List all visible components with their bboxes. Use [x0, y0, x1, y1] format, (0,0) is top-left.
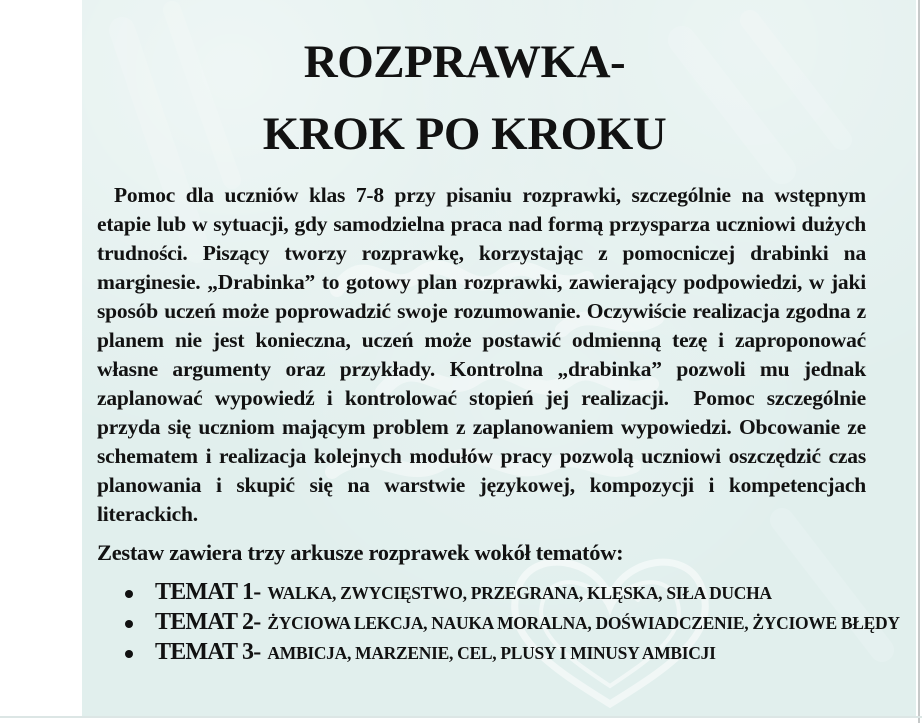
bullet-dot: [125, 590, 133, 598]
document-content: [97, 26, 900, 669]
topic-description: ŻYCIOWA LEKCJA, NAUKA MORALNA, DOŚWIADCZENIE, ŻYCIOWE BŁĘDY: [267, 613, 900, 633]
page-bottom-edge-line: [0, 716, 922, 718]
bullet-dot: [125, 620, 133, 628]
intro-paragraph: Pomoc dla uczniów klas 7-8 przy pisaniu rozprawki, szczególnie na wstępnym etapie lub w sytuacji, gdy samodzielna praca nad formą przysparza uczniowi dużych trudności. Piszący tworzy rozprawkę, korzystając z pomocniczej drabinki na marginesie. „Drabinka” to gotowy plan rozprawki, zawierający podpowiedzi, w jaki sposób uczeń może poprowadzić swoje rozumowanie. Oczywiście realizacja zgodna z planem nie jest konieczna, uczeń może postawić odmienną tezę i zaproponować własne argumenty oraz przykłady. Kontrolna „drabinka” pozwoli mu jednak zaplanować wypowiedź i kontrolować stopień jej realizacji. Pomoc szczególnie przyda się uczniom mającym problem z zaplanowaniem wypowiedzi. Obcowanie ze schematem i realizacja kolejnych modułów pracy pozwolą uczniowi oszczędzić czas planowania i skupić się na warstwie językowej, kompozycji i kompetencjach literackich.: [97, 183, 866, 526]
topic-item-1: [97, 579, 866, 609]
topic-item-2: [97, 609, 900, 639]
page-right-edge-line: [918, 0, 920, 723]
bullet-dot: [125, 650, 133, 658]
topic-description: WALKA, ZWYCIĘSTWO, PRZEGRANA, KLĘSKA, SIŁA DUCHA: [267, 583, 772, 603]
page-title-line-1: ROZPRAWKA-: [303, 36, 626, 88]
topics-list: [97, 579, 900, 669]
topic-label: TEMAT 1-: [155, 579, 261, 605]
topic-label: TEMAT 3-: [155, 639, 261, 665]
page-title: [97, 26, 832, 170]
topics-list-intro: Zestaw zawiera trzy arkusze rozprawek wokół tematów:: [97, 540, 624, 565]
topic-label: TEMAT 2-: [155, 609, 261, 635]
topic-description: AMBICJA, MARZENIE, CEL, PLUSY I MINUSY AMBICJI: [267, 643, 716, 663]
document-page: [82, 0, 916, 716]
topic-item-3: [97, 639, 866, 669]
page-title-line-2: KROK PO KROKU: [262, 108, 667, 160]
